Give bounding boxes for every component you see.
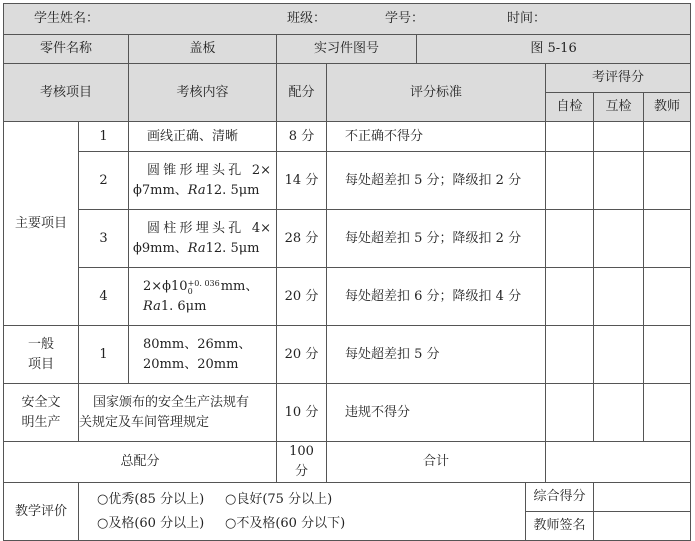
total-row xyxy=(4,442,691,483)
part-info-row xyxy=(4,35,691,64)
row-score: 8 分 xyxy=(277,122,327,152)
table-row xyxy=(4,122,691,152)
teacher-signature-cell[interactable] xyxy=(594,512,691,541)
column-mutual-check: 互检 xyxy=(594,93,644,122)
sum-label: 合计 xyxy=(327,442,546,483)
option-pass[interactable]: ○及格(60 分以上) xyxy=(97,515,205,531)
column-item: 考核项目 xyxy=(4,64,129,122)
column-teacher: 教师 xyxy=(644,93,691,122)
row-content: 圆锥形埋头孔 2× ϕ7mm、Ra12. 5μm xyxy=(129,152,277,210)
self-check-cell[interactable] xyxy=(546,384,594,442)
group-main: 主要项目 xyxy=(4,122,79,326)
option-excellent[interactable]: ○优秀(85 分以上) xyxy=(97,491,205,507)
mutual-check-cell[interactable] xyxy=(594,122,644,152)
row-criteria: 每处超差扣 6 分；降级扣 4 分 xyxy=(327,268,546,326)
row-criteria: 每处超差扣 5 分；降级扣 2 分 xyxy=(327,152,546,210)
composite-score-cell[interactable] xyxy=(594,483,691,512)
self-check-cell[interactable] xyxy=(546,210,594,268)
table-row xyxy=(4,384,691,442)
evaluation-row xyxy=(4,483,691,512)
teacher-signature-label: 教师签名 xyxy=(526,512,594,541)
self-check-cell[interactable] xyxy=(546,326,594,384)
row-content: 国家颁布的安全生产法规有 关规定及车间管理规定 xyxy=(79,384,277,442)
teacher-cell[interactable] xyxy=(644,384,691,442)
row-content: 80mm、26mm、 20mm、20mm xyxy=(129,326,277,384)
row-no: 3 xyxy=(79,210,129,268)
self-check-cell[interactable] xyxy=(546,268,594,326)
self-check-cell[interactable] xyxy=(546,122,594,152)
column-self-check: 自检 xyxy=(546,93,594,122)
row-criteria: 每处超差扣 5 分 xyxy=(327,326,546,384)
teacher-cell[interactable] xyxy=(644,326,691,384)
column-eval-group: 考评得分 xyxy=(546,64,691,93)
mutual-check-cell[interactable] xyxy=(594,210,644,268)
column-header-row xyxy=(4,64,691,93)
assessment-table xyxy=(3,3,691,541)
column-content: 考核内容 xyxy=(129,64,277,122)
row-no: 2 xyxy=(79,152,129,210)
row-score: 28 分 xyxy=(277,210,327,268)
time-label: 时间： xyxy=(507,11,547,26)
row-no: 1 xyxy=(79,326,129,384)
student-name-label: 学生姓名： xyxy=(34,11,100,26)
table-row xyxy=(4,326,691,384)
evaluation-label: 教学评价 xyxy=(4,483,79,541)
row-criteria: 每处超差扣 5 分；降级扣 2 分 xyxy=(327,210,546,268)
table-row xyxy=(4,268,691,326)
option-fail[interactable]: ○不及格(60 分以下) xyxy=(225,515,346,531)
option-good[interactable]: ○良好(75 分以上) xyxy=(225,491,333,507)
table-row xyxy=(4,210,691,268)
row-content: 圆柱形埋头孔 4× ϕ9mm、Ra12. 5μm xyxy=(129,210,277,268)
table-row xyxy=(4,152,691,210)
row-score: 20 分 xyxy=(277,268,327,326)
sum-value-cell[interactable] xyxy=(546,442,691,483)
teacher-cell[interactable] xyxy=(644,152,691,210)
teacher-cell[interactable] xyxy=(644,122,691,152)
class-label: 班级： xyxy=(287,11,327,26)
row-content: 2×ϕ10 +0. 036 0 mm、 Ra1. 6μm xyxy=(129,268,277,326)
self-check-cell[interactable] xyxy=(546,152,594,210)
row-content: 画线正确、清晰 xyxy=(129,122,277,152)
row-score: 10 分 xyxy=(277,384,327,442)
teacher-cell[interactable] xyxy=(644,210,691,268)
student-info-row xyxy=(4,4,691,35)
student-no-label: 学号： xyxy=(385,11,425,26)
mutual-check-cell[interactable] xyxy=(594,326,644,384)
total-label: 总配分 xyxy=(4,442,277,483)
row-no: 1 xyxy=(79,122,129,152)
row-no: 4 xyxy=(79,268,129,326)
drawing-no-value: 图 5-16 xyxy=(417,35,691,64)
part-name-label: 零件名称 xyxy=(4,35,129,64)
part-name-value: 盖板 xyxy=(129,35,277,64)
row-score: 20 分 xyxy=(277,326,327,384)
row-criteria: 违规不得分 xyxy=(327,384,546,442)
mutual-check-cell[interactable] xyxy=(594,384,644,442)
row-score: 14 分 xyxy=(277,152,327,210)
tolerance: +0. 036 0 xyxy=(187,278,220,296)
column-criteria: 评分标准 xyxy=(327,64,546,122)
evaluation-options xyxy=(79,483,526,541)
total-score: 100 分 xyxy=(277,442,327,483)
mutual-check-cell[interactable] xyxy=(594,268,644,326)
student-info-cell xyxy=(4,4,691,35)
group-general: 一般 项目 xyxy=(4,326,79,384)
row-criteria: 不正确不得分 xyxy=(327,122,546,152)
mutual-check-cell[interactable] xyxy=(594,152,644,210)
teacher-cell[interactable] xyxy=(644,268,691,326)
drawing-no-label: 实习件图号 xyxy=(277,35,417,64)
composite-score-label: 综合得分 xyxy=(526,483,594,512)
column-score: 配分 xyxy=(277,64,327,122)
group-safety: 安全文 明生产 xyxy=(4,384,79,442)
